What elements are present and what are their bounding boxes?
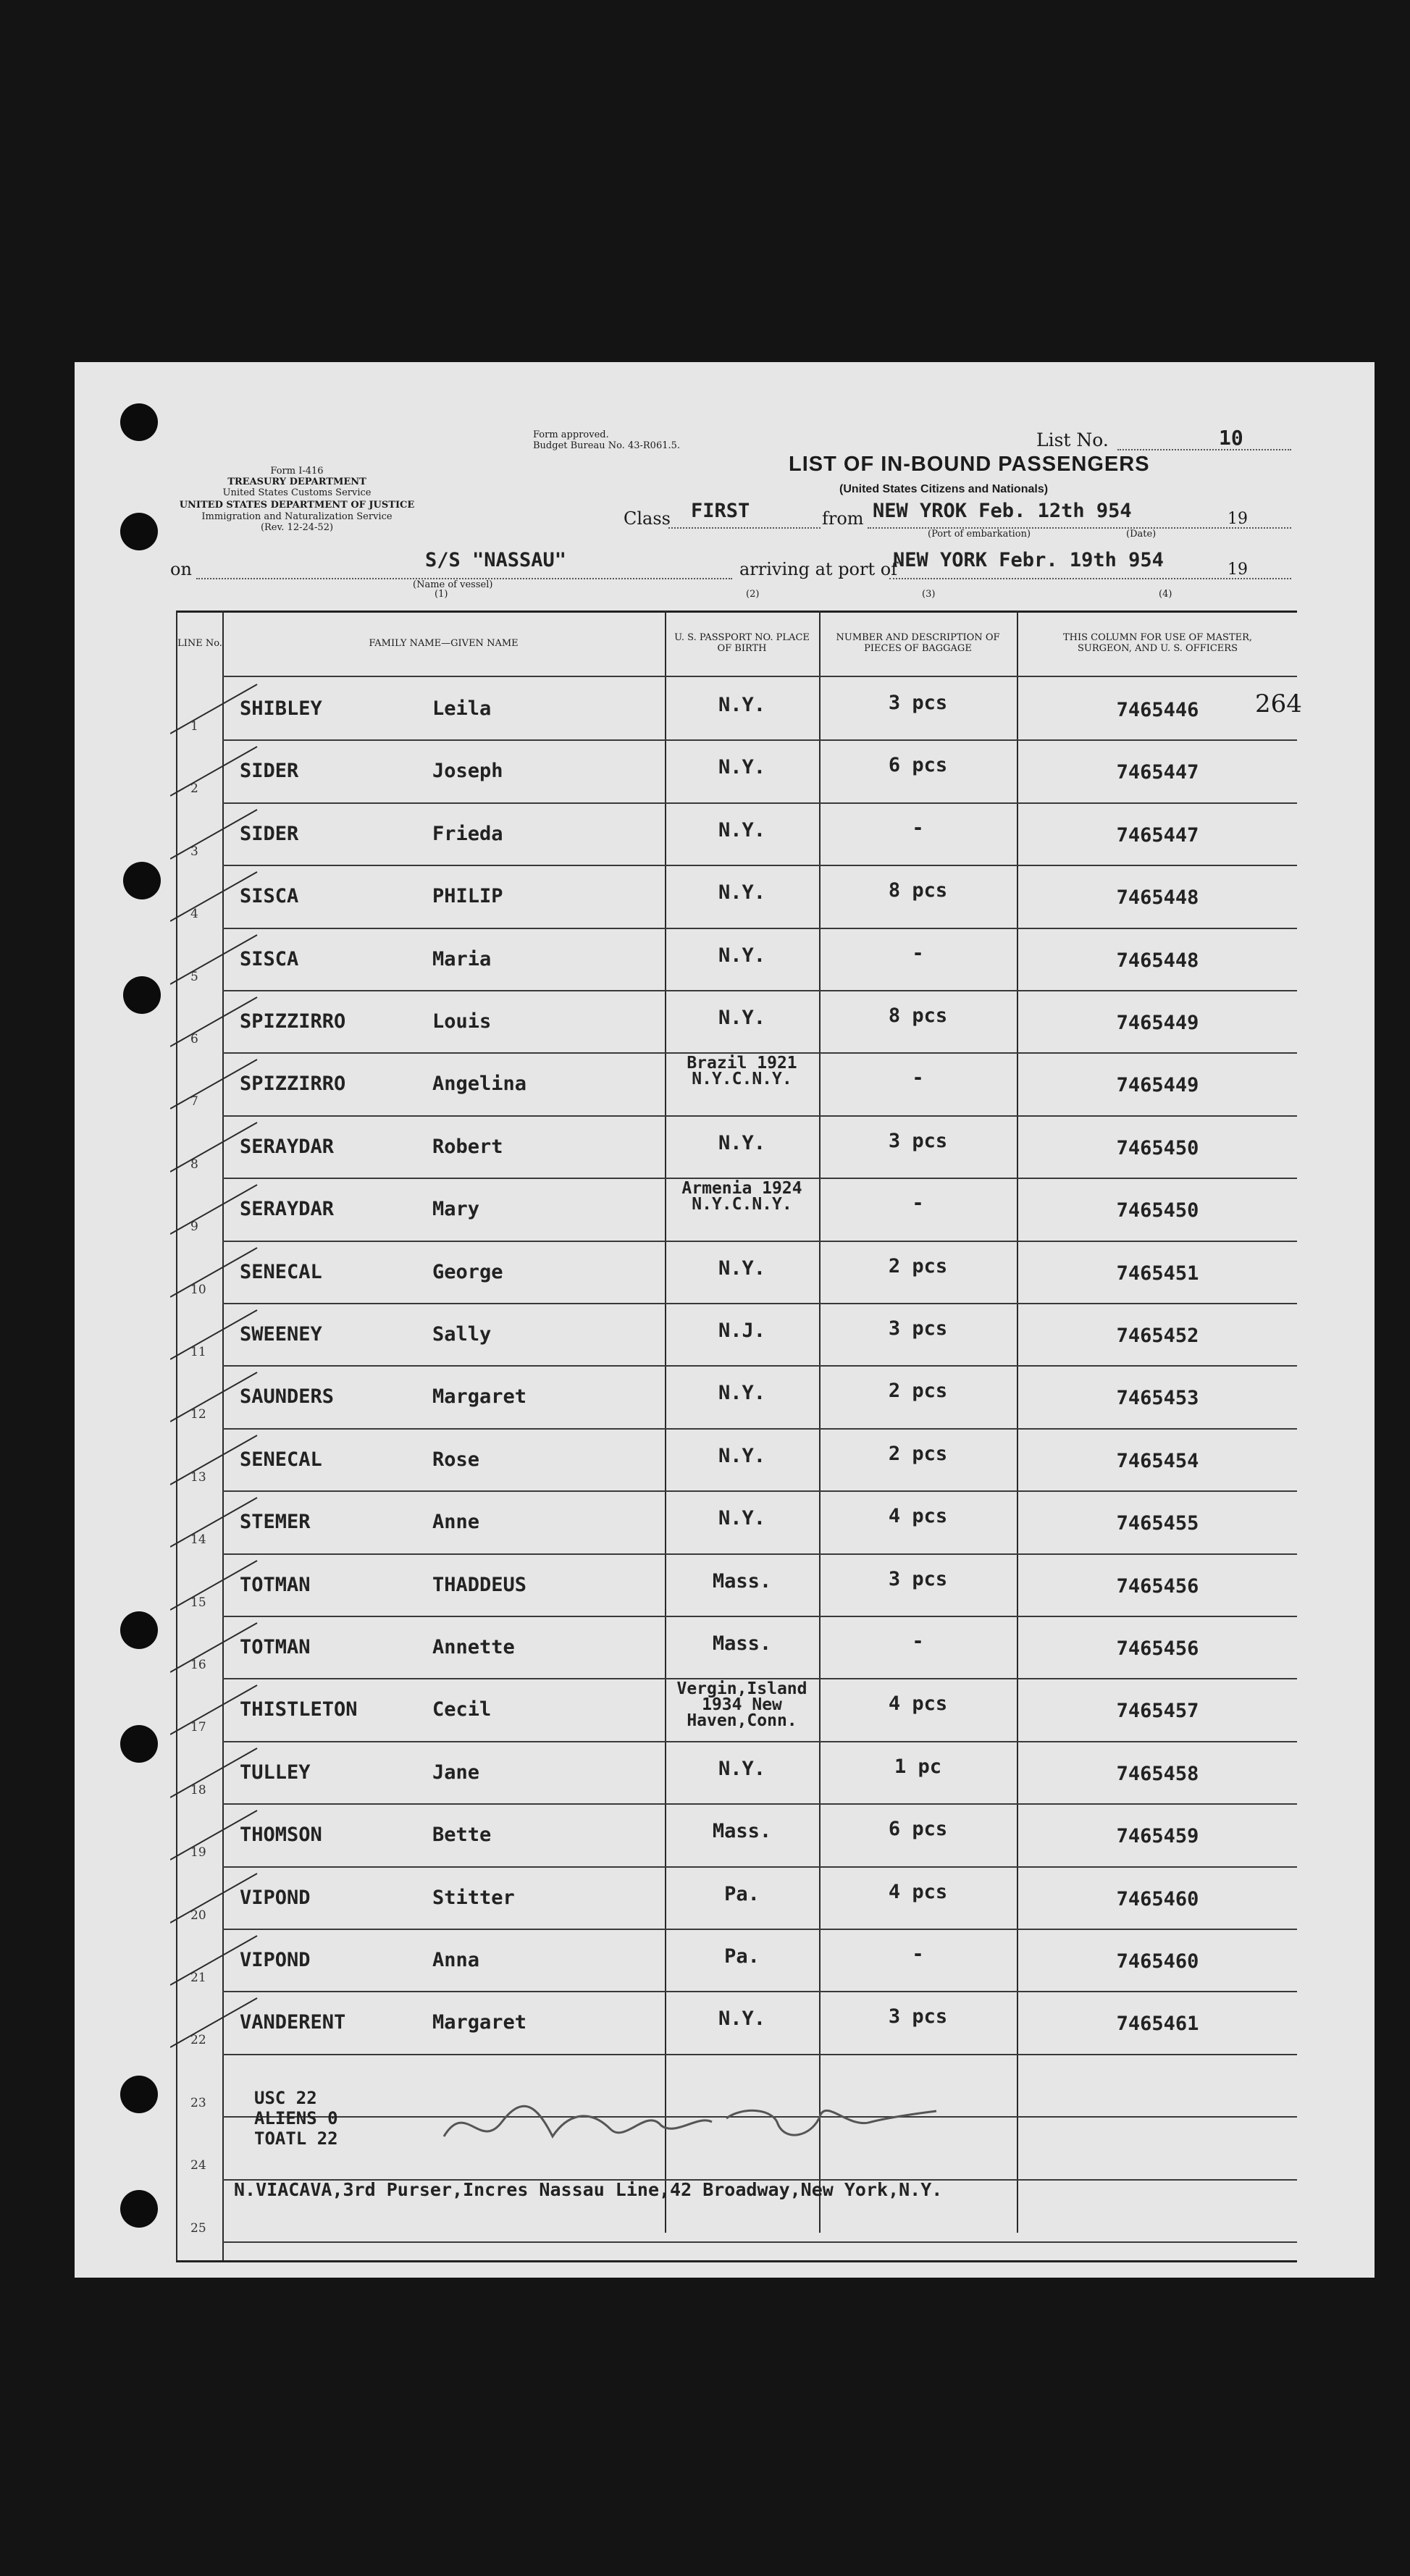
officer-number: 7465458 bbox=[1116, 1762, 1199, 1785]
given-name: Robert bbox=[432, 1135, 503, 1158]
table-row bbox=[177, 1803, 1297, 1866]
line-number: 19 bbox=[190, 1845, 206, 1860]
vessel-caption: (Name of vessel) bbox=[413, 579, 493, 590]
baggage: - bbox=[912, 941, 924, 965]
check-mark-icon bbox=[170, 1115, 272, 1173]
place-of-birth: Armenia 1924 N.Y.C.N.Y. bbox=[681, 1179, 802, 1214]
table-row bbox=[177, 802, 1297, 865]
table-row bbox=[177, 1866, 1297, 1929]
check-mark-icon bbox=[170, 1866, 272, 1924]
family-name: TOTMAN bbox=[240, 1636, 311, 1658]
family-name: SERAYDAR bbox=[240, 1198, 335, 1221]
baggage: 6 pcs bbox=[888, 754, 948, 777]
given-name: Leila bbox=[432, 697, 492, 720]
check-mark-icon bbox=[170, 865, 272, 923]
table-row bbox=[177, 1178, 1297, 1240]
punch-hole bbox=[120, 1725, 158, 1763]
page-subtitle: (United States Citizens and Nationals) bbox=[839, 483, 1049, 495]
family-name: STEMER bbox=[240, 1511, 311, 1534]
line-number: 2 bbox=[190, 781, 198, 797]
signature-scribble bbox=[437, 2086, 944, 2165]
family-name: THOMSON bbox=[240, 1824, 322, 1847]
line-number: 12 bbox=[190, 1407, 206, 1422]
given-name: Jane bbox=[432, 1761, 480, 1784]
officer-number: 7465446 bbox=[1116, 699, 1199, 721]
check-mark-icon bbox=[170, 1929, 272, 1986]
place-of-birth: N.Y. bbox=[718, 1007, 766, 1029]
line-number: 25 bbox=[190, 2220, 206, 2236]
table-bottom-border bbox=[176, 2260, 1297, 2262]
place-of-birth: Vergin,Island 1934 New Haven,Conn. bbox=[676, 1679, 807, 1731]
officer-number: 7465448 bbox=[1116, 886, 1199, 910]
arriving-label: arriving at port of bbox=[739, 559, 898, 579]
class-value: FIRST bbox=[691, 500, 750, 522]
family-name: SIDER bbox=[240, 822, 299, 845]
table-row bbox=[177, 1991, 1297, 2053]
column-number-2: (2) bbox=[746, 589, 760, 600]
baggage: 8 pcs bbox=[888, 879, 948, 902]
check-mark-icon bbox=[170, 1241, 272, 1299]
line-number: 9 bbox=[190, 1220, 198, 1235]
officer-number: 7465450 bbox=[1116, 1199, 1199, 1222]
line-number: 4 bbox=[190, 907, 198, 922]
officer-number: 7465456 bbox=[1116, 1574, 1199, 1598]
family-name: VIPOND bbox=[240, 1886, 311, 1909]
line-number: 20 bbox=[190, 1908, 206, 1923]
place-of-birth: Mass. bbox=[712, 1632, 772, 1655]
check-mark-icon bbox=[170, 1428, 272, 1486]
baggage: 4 pcs bbox=[888, 1692, 948, 1716]
table-row bbox=[177, 1553, 1297, 1616]
family-name: SISCA bbox=[240, 947, 299, 970]
place-of-birth: N.Y. bbox=[718, 1256, 766, 1280]
list-no-label: List No. bbox=[1036, 429, 1109, 450]
place-of-birth: N.Y. bbox=[718, 818, 766, 842]
officer-number: 7465452 bbox=[1116, 1325, 1199, 1347]
given-name: Louis bbox=[432, 1010, 492, 1033]
table-row bbox=[177, 1929, 1297, 1991]
check-mark-icon bbox=[170, 739, 272, 797]
given-name: Anna bbox=[432, 1949, 480, 1971]
given-name: Anne bbox=[432, 1511, 480, 1534]
arriving-year: 19 bbox=[1228, 561, 1248, 579]
department-of-justice: UNITED STATES DEPARTMENT OF JUSTICE bbox=[179, 500, 415, 511]
check-mark-icon bbox=[170, 1303, 272, 1361]
officer-number: 7465450 bbox=[1116, 1136, 1199, 1159]
column-header-line: LINE No. bbox=[177, 637, 222, 649]
page-note: 264 bbox=[1255, 689, 1302, 718]
check-mark-icon bbox=[170, 1991, 272, 2049]
table-row bbox=[177, 1365, 1297, 1427]
baggage: 2 pcs bbox=[888, 1380, 948, 1403]
table-row bbox=[177, 990, 1297, 1052]
punch-hole bbox=[123, 862, 161, 899]
punch-hole bbox=[120, 1611, 158, 1649]
place-of-birth: Brazil 1921 N.Y.C.N.Y. bbox=[687, 1054, 797, 1089]
line-number: 24 bbox=[190, 2158, 206, 2173]
table-row bbox=[177, 1303, 1297, 1365]
table-row bbox=[177, 1490, 1297, 1553]
baggage: - bbox=[912, 816, 924, 839]
punch-hole bbox=[120, 2190, 158, 2228]
baggage: - bbox=[912, 1943, 924, 1965]
check-mark-icon bbox=[170, 1490, 272, 1548]
baggage: 3 pcs bbox=[888, 1129, 948, 1152]
line-number: 1 bbox=[190, 719, 198, 734]
line-number: 7 bbox=[190, 1094, 198, 1109]
family-name: SWEENEY bbox=[240, 1323, 322, 1346]
family-name: TULLEY bbox=[240, 1761, 311, 1784]
check-mark-icon bbox=[170, 1741, 272, 1799]
officer-number: 7465461 bbox=[1116, 2013, 1199, 2036]
place-of-birth: N.J. bbox=[718, 1320, 766, 1342]
officer-number: 7465447 bbox=[1116, 823, 1199, 847]
manifest-page bbox=[75, 362, 1375, 2278]
given-name: Mary bbox=[432, 1198, 480, 1221]
treasury-department: TREASURY DEPARTMENT bbox=[227, 477, 366, 487]
line-number: 13 bbox=[190, 1469, 206, 1485]
baggage: 3 pcs bbox=[888, 1567, 948, 1590]
place-of-birth: Mass. bbox=[712, 1569, 772, 1593]
table-row bbox=[177, 1428, 1297, 1490]
class-label: Class bbox=[624, 508, 671, 529]
table-row bbox=[177, 1616, 1297, 1678]
officer-number: 7465448 bbox=[1116, 949, 1199, 972]
column-number-1: (1) bbox=[435, 589, 448, 600]
given-name: George bbox=[432, 1260, 503, 1283]
place-of-birth: N.Y. bbox=[718, 756, 766, 779]
family-name: SAUNDERS bbox=[240, 1385, 335, 1409]
given-name: Margaret bbox=[432, 2011, 527, 2034]
family-name: SPIZZIRRO bbox=[240, 1010, 346, 1033]
arriving-value: NEW YORK Febr. 19th 954 bbox=[893, 549, 1164, 571]
table-row bbox=[177, 1741, 1297, 1803]
column-number-4: (4) bbox=[1159, 589, 1172, 600]
family-name: VIPOND bbox=[240, 1949, 311, 1971]
line-number: 6 bbox=[190, 1032, 198, 1046]
total-aliens: ALIENS 0 bbox=[254, 2108, 338, 2128]
line-number: 16 bbox=[190, 1658, 206, 1672]
family-name: SERAYDAR bbox=[240, 1135, 335, 1158]
family-name: SISCA bbox=[240, 885, 299, 908]
date-caption: (Date) bbox=[1126, 529, 1157, 540]
officer-number: 7465457 bbox=[1116, 1700, 1199, 1723]
given-name: Angelina bbox=[432, 1073, 527, 1096]
line-number: 10 bbox=[190, 1282, 206, 1297]
line-number: 11 bbox=[190, 1345, 206, 1359]
budget-bureau: Budget Bureau No. 43-R061.5. bbox=[533, 440, 681, 451]
check-mark-icon bbox=[170, 1178, 272, 1235]
family-name: THISTLETON bbox=[240, 1698, 358, 1721]
line-number: 8 bbox=[190, 1157, 198, 1172]
form-number: Form I-416 bbox=[270, 466, 324, 477]
table-row bbox=[177, 1052, 1297, 1115]
check-mark-icon bbox=[170, 928, 272, 986]
revision-label: (Rev. 12-24-52) bbox=[260, 522, 334, 533]
check-mark-icon bbox=[170, 990, 272, 1048]
officer-number: 7465455 bbox=[1116, 1512, 1199, 1535]
family-name: SIDER bbox=[240, 760, 299, 783]
baggage: 3 pcs bbox=[888, 692, 948, 714]
officer-number: 7465456 bbox=[1116, 1637, 1199, 1660]
table-row bbox=[177, 928, 1297, 990]
class-line bbox=[668, 527, 821, 529]
total-total: TOATL 22 bbox=[254, 2128, 338, 2149]
officer-number: 7465447 bbox=[1116, 761, 1199, 784]
table-row bbox=[177, 1241, 1297, 1303]
check-mark-icon bbox=[170, 1365, 272, 1423]
place-of-birth: Mass. bbox=[712, 1820, 772, 1843]
customs-service: United States Customs Service bbox=[222, 487, 372, 498]
officer-number: 7465454 bbox=[1116, 1449, 1199, 1472]
on-label: on bbox=[170, 559, 192, 579]
vessel-value: S/S "NASSAU" bbox=[425, 549, 567, 571]
check-mark-icon bbox=[170, 1553, 272, 1611]
place-of-birth: N.Y. bbox=[718, 1131, 766, 1154]
place-of-birth: N.Y. bbox=[718, 881, 766, 905]
given-name: Frieda bbox=[432, 822, 503, 845]
family-name: VANDERENT bbox=[240, 2011, 346, 2034]
given-name: Joseph bbox=[432, 760, 503, 783]
column-header-baggage: NUMBER AND DESCRIPTION OF PIECES OF BAGGAGE bbox=[836, 632, 1000, 654]
baggage: 2 pcs bbox=[888, 1442, 948, 1465]
list-no-line bbox=[1117, 449, 1291, 450]
purser-line: N.VIACAVA,3rd Purser,Incres Nassau Line,42 Broadway,New York,N.Y. bbox=[234, 2179, 943, 2200]
table-row bbox=[177, 677, 1297, 739]
officer-number: 7465451 bbox=[1116, 1262, 1199, 1285]
column-header-passport: U. S. PASSPORT NO. PLACE OF BIRTH bbox=[674, 632, 810, 654]
check-mark-icon bbox=[170, 1803, 272, 1861]
baggage: 1 pc bbox=[894, 1755, 942, 1778]
table-row bbox=[177, 865, 1297, 927]
baggage: 3 pcs bbox=[888, 1317, 948, 1340]
punch-hole bbox=[120, 403, 158, 441]
given-name: Bette bbox=[432, 1824, 492, 1847]
from-label: from bbox=[822, 508, 864, 529]
given-name: Cecil bbox=[432, 1698, 492, 1721]
form-approved: Form approved. bbox=[533, 429, 609, 440]
punch-hole bbox=[123, 976, 161, 1014]
officer-number: 7465460 bbox=[1116, 1950, 1199, 1973]
given-name: Annette bbox=[432, 1636, 515, 1658]
place-of-birth: N.Y. bbox=[718, 694, 766, 716]
table-row bbox=[177, 1678, 1297, 1740]
given-name: Margaret bbox=[432, 1385, 527, 1409]
family-name: SHIBLEY bbox=[240, 697, 322, 720]
baggage: 6 pcs bbox=[888, 1818, 948, 1841]
baggage: - bbox=[912, 1192, 924, 1215]
family-name: TOTMAN bbox=[240, 1573, 311, 1596]
table-row bbox=[177, 739, 1297, 802]
place-of-birth: N.Y. bbox=[718, 944, 766, 967]
line-number: 17 bbox=[190, 1720, 206, 1735]
check-mark-icon bbox=[170, 802, 272, 860]
family-name: SENECAL bbox=[240, 1260, 322, 1283]
column-number-3: (3) bbox=[922, 589, 936, 600]
port-caption: (Port of embarkation) bbox=[928, 529, 1031, 540]
baggage: 4 pcs bbox=[888, 1505, 948, 1528]
ins-label: Immigration and Naturalization Service bbox=[201, 511, 393, 522]
officer-number: 7465453 bbox=[1116, 1387, 1199, 1410]
given-name: THADDEUS bbox=[432, 1573, 527, 1596]
baggage: 8 pcs bbox=[888, 1004, 948, 1027]
place-of-birth: N.Y. bbox=[718, 2007, 766, 2031]
officer-number: 7465449 bbox=[1116, 1012, 1199, 1034]
officer-number: 7465449 bbox=[1116, 1074, 1199, 1097]
line-number: 15 bbox=[190, 1595, 206, 1610]
given-name: PHILIP bbox=[432, 885, 503, 908]
place-of-birth: N.Y. bbox=[718, 1507, 766, 1530]
place-of-birth: N.Y. bbox=[718, 1382, 766, 1405]
place-of-birth: N.Y. bbox=[718, 1757, 766, 1780]
page-title: LIST OF IN-BOUND PASSENGERS bbox=[789, 453, 1150, 476]
baggage: 4 pcs bbox=[888, 1880, 948, 1903]
officer-number: 7465459 bbox=[1116, 1825, 1199, 1848]
check-mark-icon bbox=[170, 677, 272, 735]
given-name: Rose bbox=[432, 1448, 480, 1471]
passenger-table bbox=[177, 611, 1297, 2260]
place-of-birth: Pa. bbox=[724, 1882, 760, 1905]
from-year: 19 bbox=[1228, 510, 1248, 528]
line-number: 14 bbox=[190, 1532, 206, 1548]
line-number: 21 bbox=[190, 1971, 206, 1985]
given-name: Maria bbox=[432, 947, 492, 970]
punch-hole bbox=[120, 2076, 158, 2113]
line-number: 22 bbox=[190, 2033, 206, 2048]
baggage: - bbox=[912, 1067, 924, 1090]
check-mark-icon bbox=[170, 1052, 272, 1110]
line-number: 5 bbox=[190, 969, 198, 984]
line-number: 18 bbox=[190, 1782, 206, 1797]
table-row bbox=[177, 1115, 1297, 1178]
given-name: Stitter bbox=[432, 1886, 515, 1909]
punch-hole bbox=[120, 513, 158, 550]
given-name: Sally bbox=[432, 1323, 492, 1346]
family-name: SPIZZIRRO bbox=[240, 1073, 346, 1096]
check-mark-icon bbox=[170, 1678, 272, 1736]
column-header-name: FAMILY NAME—GIVEN NAME bbox=[369, 637, 519, 649]
from-value: NEW YROK Feb. 12th 954 bbox=[873, 500, 1132, 522]
check-mark-icon bbox=[170, 1616, 272, 1674]
list-no-value: 10 bbox=[1219, 426, 1243, 450]
line-number: 23 bbox=[190, 2095, 206, 2110]
baggage: 2 pcs bbox=[888, 1254, 948, 1277]
baggage: - bbox=[912, 1630, 924, 1653]
baggage: 3 pcs bbox=[888, 2005, 948, 2029]
place-of-birth: Pa. bbox=[724, 1945, 760, 1968]
place-of-birth: N.Y. bbox=[718, 1444, 766, 1467]
line-number: 3 bbox=[190, 844, 198, 859]
officer-number: 7465460 bbox=[1116, 1887, 1199, 1910]
column-header-officers: THIS COLUMN FOR USE OF MASTER, SURGEON, AND U. S. OFFICERS bbox=[1062, 632, 1253, 654]
family-name: SENECAL bbox=[240, 1448, 322, 1471]
total-usc: USC 22 bbox=[254, 2088, 317, 2108]
